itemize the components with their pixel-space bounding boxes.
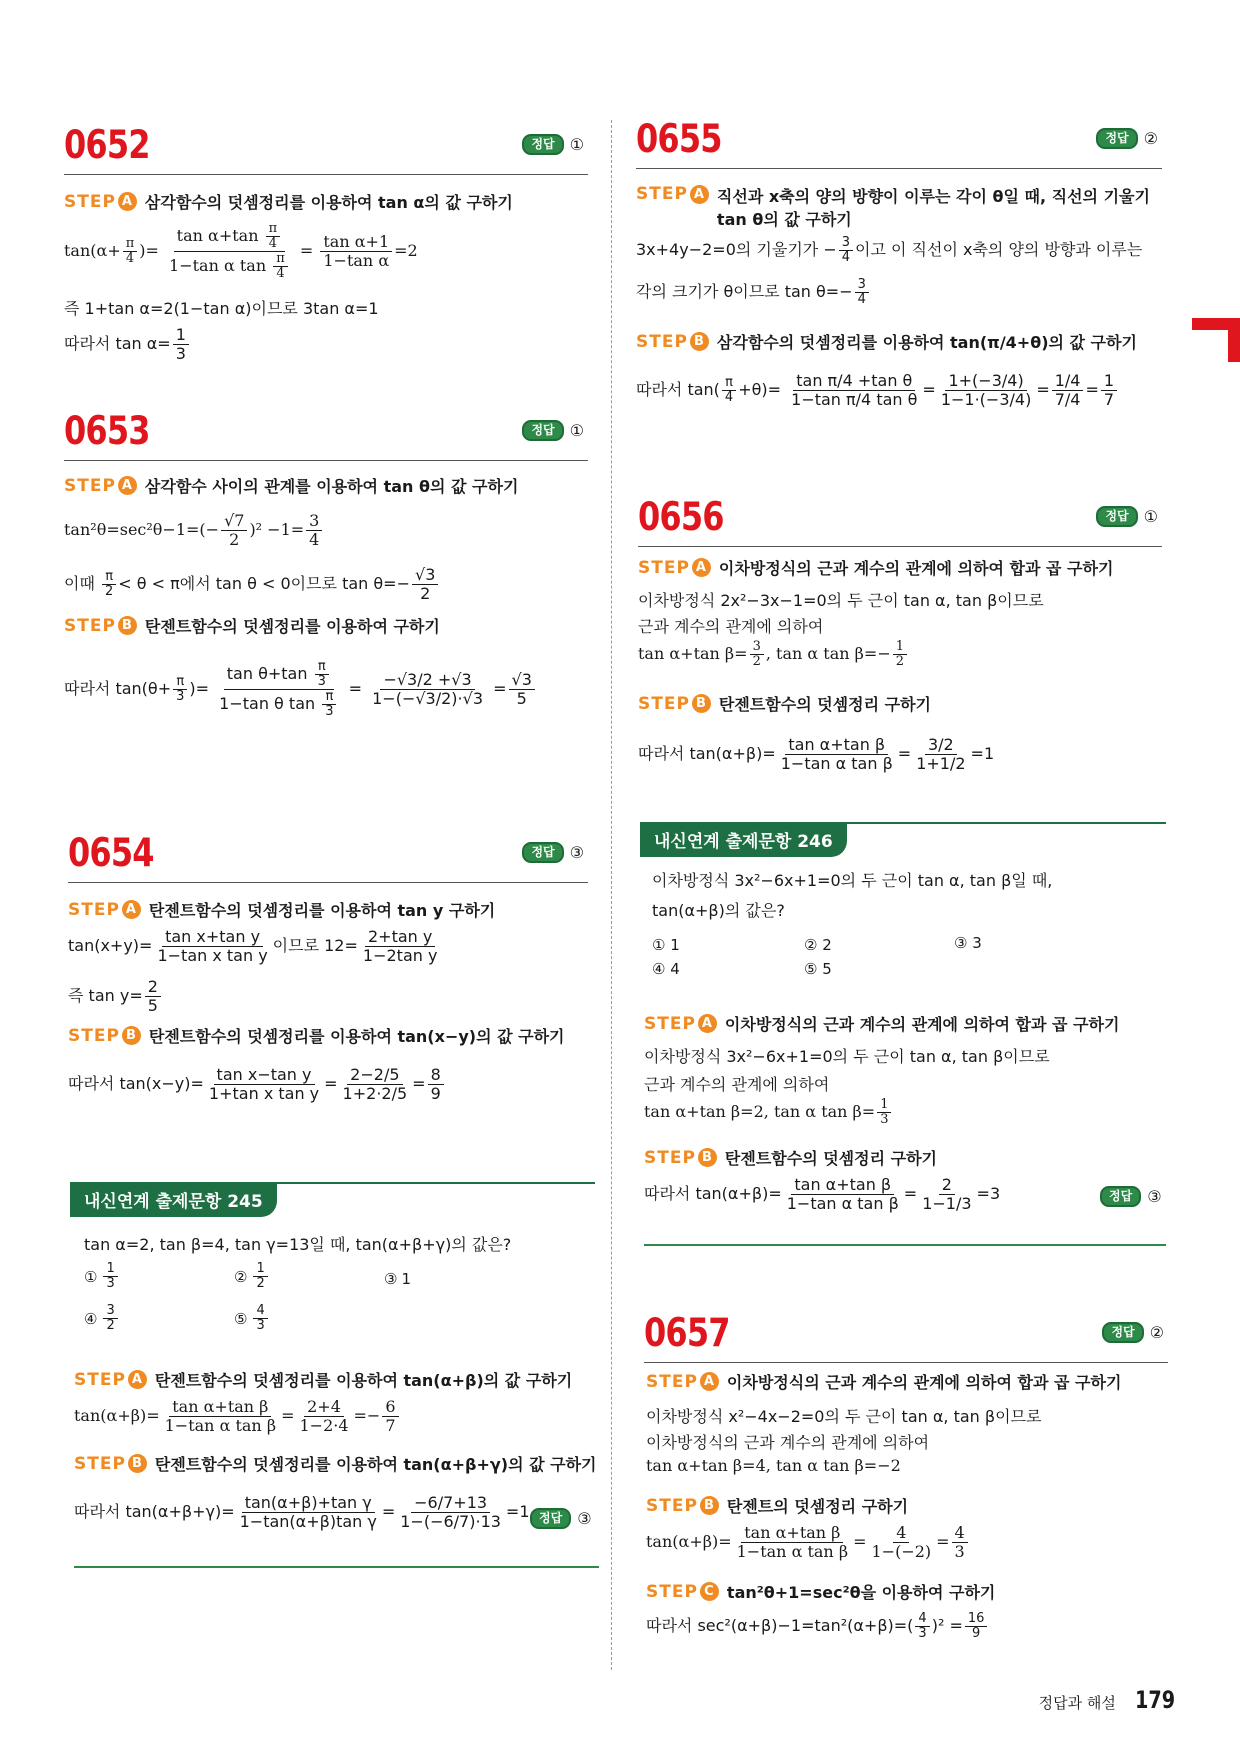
step-b-heading — [644, 1146, 937, 1169]
answer-indicator — [522, 842, 584, 863]
text-line: 즉 tan y= $\frac{2}{5}$ — [68, 978, 163, 1015]
result-line: 따라서 sec²(α+β)−1=tan²(α+β)=( $\frac{4}{3}$ )² = $\frac{16}{9}$ — [646, 1612, 989, 1641]
step-tag: STEP A — [74, 1370, 147, 1390]
step-tag: STEP A — [646, 1372, 719, 1392]
text-line: 각의 크기가 θ이므로 tan θ=− $\frac{3}{4}$ — [636, 278, 871, 307]
step-circle: B — [118, 616, 137, 635]
result-line: 따라서 tan(α+β+γ)= $\frac{\text{tan(α+β)+tan γ}}{\text{1−tan(α+β)tan γ}}$ = $\frac{-6/7+13}{1-(-6/7)\cdot 13}$ =1 — [74, 1493, 530, 1531]
section-header-0655 — [636, 118, 1162, 169]
answer-value: ③ — [577, 1509, 592, 1528]
choice-1[interactable]: ① 1 — [652, 936, 680, 954]
step-b-heading — [638, 692, 931, 715]
section-header-0656 — [638, 496, 1162, 547]
answer-value: ③ — [1147, 1187, 1162, 1206]
choice-3[interactable]: ③ 1 — [384, 1270, 411, 1288]
step-circle: B — [698, 1148, 717, 1167]
step-b-heading — [74, 1452, 597, 1475]
naesin-problem-245 — [70, 1182, 595, 1222]
step-circle: A — [118, 476, 137, 495]
answer-badge: 정답 — [1096, 128, 1137, 149]
step-title: 이차방정식의 근과 계수의 관계에 의하여 합과 곱 구하기 — [724, 1015, 1120, 1034]
question-text: 이차방정식 3x²−6x+1=0의 두 근이 tan α, tan β일 때, — [652, 871, 1053, 890]
answer-indicator — [1102, 1322, 1164, 1343]
section-header-0657 — [644, 1312, 1168, 1363]
answer-value: ① — [569, 135, 584, 154]
problem-number: 0652 — [64, 123, 150, 168]
step-circle: B — [700, 1496, 719, 1515]
question-text: tan α=2, tan β=4, tan γ=13일 때, tan(α+β+γ)의 값은? — [84, 1235, 512, 1254]
result-line: 따라서 tan( $\frac{\pi}{4}$ +θ)= $\frac{\text{tan π/4 +tan θ}}{\text{1−tan π/4 tan θ}}$ = $\frac{1+(-3/4)}{1-1\cdot(-3/4)}$ = $\frac{1/4}{7/4}$ = $\frac{1}{7}$ — [636, 372, 1119, 409]
naesin-problem-246 — [640, 822, 1166, 862]
step-tag: STEP A — [644, 1014, 717, 1034]
formula-line: tan(α+β)= $\frac{\text{tan α+tan β}}{\text{1−tan α tan β}}$ = $\frac{4}{1-(-2)}$ = $\frac{4}{3}$ — [646, 1524, 970, 1561]
column-divider — [611, 120, 612, 1670]
step-tag: STEP A — [64, 476, 137, 496]
step-a-heading — [64, 190, 513, 213]
step-tag: STEP B — [64, 616, 137, 636]
text-line: 이차방정식 3x²−6x+1=0의 두 근이 tan α, tan β이므로 — [644, 1047, 1050, 1066]
answer-value: ② — [1143, 129, 1158, 148]
text-line: 3x+4y−2=0의 기울기가 − $\frac{3}{4}$ 이고 이 직선이 x축의 양의 방향과 이루는 — [636, 235, 1143, 265]
text-line: 근과 계수의 관계에 의하여 — [644, 1075, 830, 1094]
answer-badge: 정답 — [1100, 1186, 1141, 1207]
step-a-heading — [636, 184, 1150, 230]
formula-line: tan²θ=sec²θ−1=(− $\frac{√7}{2}$ )² −1= $\frac{3}{4}$ — [64, 512, 324, 549]
step-tag: STEP B — [636, 332, 709, 352]
step-b-heading — [636, 330, 1137, 353]
choice-4[interactable]: ④ 4 — [652, 960, 680, 978]
step-tag: STEP B — [644, 1148, 717, 1168]
section-header-0652 — [64, 124, 588, 175]
naesin-tag: 내신연계 출제문항 245 — [70, 1182, 277, 1217]
choice-2[interactable]: ② $\frac{1}{2}$ — [234, 1262, 270, 1291]
step-b-heading — [64, 614, 440, 637]
section-end-rule — [74, 1566, 599, 1568]
answer-value: ① — [1143, 507, 1158, 526]
step-tag: STEP B — [646, 1496, 719, 1516]
answer-indicator — [522, 134, 584, 155]
step-tag: STEP B — [74, 1454, 147, 1474]
step-tag: STEP C — [646, 1582, 719, 1602]
result-line: 따라서 tan(α+β)= $\frac{\text{tan α+tan β}}{\text{1−tan α tan β}}$ = $\frac{2}{1-1/3}$ =3 — [644, 1175, 1001, 1213]
choice-4[interactable]: ④ $\frac{3}{2}$ — [84, 1304, 120, 1333]
text-line: 이차방정식 2x²−3x−1=0의 두 근이 tan α, tan β이므로 — [638, 591, 1044, 610]
step-a-heading — [68, 898, 495, 921]
section-header-0653 — [64, 410, 588, 461]
step-c-heading — [646, 1580, 995, 1603]
step-b-heading — [68, 1024, 565, 1047]
step-circle: A — [118, 192, 137, 211]
step-a-heading — [644, 1012, 1119, 1035]
text-line: 이차방정식의 근과 계수의 관계에 의하여 — [646, 1433, 930, 1452]
formula-line: tan(x+y)= $\frac{\text{tan x+tan y}}{\text{1−tan x tan y}}$ 이므로 12= $\frac{\text{2+tan y}}{\text{1−2tan y}}$ — [68, 927, 438, 965]
page-number: 179 — [1134, 1686, 1175, 1714]
answer-value: ① — [569, 421, 584, 440]
step-circle: B — [122, 1026, 141, 1045]
text-line: 즉 1+tan α=2(1−tan α)이므로 3tan α=1 — [64, 299, 379, 318]
answer-indicator — [1100, 1186, 1162, 1207]
text-line: 이차방정식 x²−4x−2=0의 두 근이 tan α, tan β이므로 — [646, 1407, 1042, 1426]
step-a-heading — [74, 1368, 572, 1391]
answer-badge: 정답 — [522, 134, 563, 155]
step-circle: B — [690, 332, 709, 351]
step-circle: A — [698, 1014, 717, 1033]
result-line: 따라서 tan(α+β)= $\frac{\text{tan α+tan β}}{\text{1−tan α tan β}}$ = $\frac{3/2}{1+1/2}$ =1 — [638, 735, 995, 773]
problem-number: 0656 — [638, 495, 724, 540]
step-title: 직선과 x축의 양의 방향이 이루는 각이 θ일 때, 직선의 기울기 tan θ의 값 구하기 — [716, 187, 1150, 229]
choice-3[interactable]: ③ 3 — [954, 934, 982, 952]
text-line: 이때 $\frac{\pi}{2}$ < θ < π에서 tan θ < 0이므로 tan θ=− $\frac{√3}{2}$ — [64, 566, 440, 603]
text-line: 근과 계수의 관계에 의하여 — [638, 617, 824, 636]
chapter-tab-marker — [1192, 318, 1240, 362]
step-tag: STEP A — [636, 184, 709, 204]
formula-line: tan(α+ $\frac{\pi}{4}$ )= tan α+tan $\frac{\pi}{4}$ 1−tan α tan $\frac{\pi}{4}$ = $\frac{\text{tan α+1}}{\text{1−tan α}}$ =2 — [64, 221, 418, 281]
step-title: 탄젠트함수의 덧셈정리를 이용하여 tan y 구하기 — [148, 901, 496, 920]
formula-line: tan α+tan β=2, tan α tan β= $\frac{1}{3}$ — [644, 1098, 893, 1127]
answer-badge: 정답 — [1102, 1322, 1143, 1343]
problem-number: 0655 — [636, 117, 722, 162]
step-title: 탄젠트함수의 덧셈정리를 이용하여 tan(α+β+γ)의 값 구하기 — [154, 1455, 597, 1474]
section-header-0654 — [68, 832, 588, 883]
step-tag: STEP B — [68, 1026, 141, 1046]
problem-number: 0654 — [68, 831, 154, 876]
result-line: 따라서 tan(x−y)= $\frac{\text{tan x−tan y}}{\text{1+tan x tan y}}$ = $\frac{2-2/5}{1+2\cdot 2/5}$ = $\frac{8}{9}$ — [68, 1066, 446, 1103]
answer-badge: 정답 — [522, 420, 563, 441]
step-tag: STEP A — [64, 192, 137, 212]
step-a-heading — [638, 556, 1113, 579]
choice-5[interactable]: ⑤ $\frac{4}{3}$ — [234, 1304, 270, 1333]
page-footer — [1039, 1686, 1180, 1714]
naesin-tag: 내신연계 출제문항 246 — [640, 822, 847, 857]
formula-line: tan α+tan β= $\frac{3}{2}$ , tan α tan β=− $\frac{1}{2}$ — [638, 640, 909, 669]
formula-line: tan(α+β)= $\frac{\text{tan α+tan β}}{\text{1−tan α tan β}}$ = $\frac{2+4}{1-2\cdot 4}$ =− $\frac{6}{7}$ — [74, 1398, 401, 1435]
answer-indicator — [522, 420, 584, 441]
step-title: 탄젠트함수의 덧셈정리를 이용하여 구하기 — [144, 617, 440, 636]
choice-1[interactable]: ① $\frac{1}{3}$ — [84, 1262, 120, 1291]
step-tag: STEP B — [638, 694, 711, 714]
problem-number: 0653 — [64, 409, 150, 454]
step-title: 탄젠트함수의 덧셈정리 구하기 — [718, 695, 931, 714]
step-circle: A — [128, 1370, 147, 1389]
step-title: 탄젠트함수의 덧셈정리를 이용하여 tan(x−y)의 값 구하기 — [148, 1027, 565, 1046]
step-a-heading — [64, 474, 518, 497]
formula-line: tan α+tan β=4, tan α tan β=−2 — [646, 1456, 901, 1475]
step-circle: B — [692, 694, 711, 713]
result-line: 따라서 tan α= $\frac{1}{3}$ — [64, 326, 191, 363]
section-end-rule — [644, 1244, 1166, 1246]
step-title: tan²θ+1=sec²θ을 이용하여 구하기 — [726, 1583, 996, 1602]
step-title: 이차방정식의 근과 계수의 관계에 의하여 합과 곱 구하기 — [726, 1373, 1122, 1392]
problem-number: 0657 — [644, 1311, 730, 1356]
step-title: 삼각함수의 덧셈정리를 이용하여 tan(π/4+θ)의 값 구하기 — [716, 333, 1137, 352]
footer-label: 정답과 해설 — [1038, 1694, 1116, 1712]
question-text: tan(α+β)의 값은? — [652, 901, 785, 920]
step-title: 삼각함수의 덧셈정리를 이용하여 tan α의 값 구하기 — [144, 193, 513, 212]
step-title: 삼각함수 사이의 관계를 이용하여 tan θ의 값 구하기 — [144, 477, 519, 496]
result-line: 따라서 tan(θ+ $\frac{\pi}{3}$ )= tan θ+tan $\frac{\pi}{3}$ 1−tan θ tan $\frac{\pi}{3}$ = $\frac{-√3/2 +√3}{1-(-√3/2)\cdot√3}$ = $\frac{√3}{5}$ — [64, 660, 537, 719]
step-b-heading — [646, 1494, 908, 1517]
step-title: 탄젠트함수의 덧셈정리 구하기 — [724, 1149, 937, 1168]
answer-value: ③ — [569, 843, 584, 862]
step-circle: C — [700, 1582, 719, 1601]
answer-indicator — [1096, 506, 1158, 527]
step-circle: A — [122, 900, 141, 919]
choice-2[interactable]: ② 2 — [804, 936, 832, 954]
step-circle: A — [700, 1372, 719, 1391]
step-a-heading — [646, 1370, 1121, 1393]
choice-5[interactable]: ⑤ 5 — [804, 960, 832, 978]
answer-badge: 정답 — [522, 842, 563, 863]
step-title: 탄젠트의 덧셈정리 구하기 — [726, 1497, 909, 1516]
step-tag: STEP A — [638, 558, 711, 578]
step-circle: A — [692, 558, 711, 577]
step-title: 탄젠트함수의 덧셈정리를 이용하여 tan(α+β)의 값 구하기 — [154, 1371, 573, 1390]
answer-indicator — [1096, 128, 1158, 149]
answer-indicator — [530, 1508, 592, 1529]
answer-badge: 정답 — [1096, 506, 1137, 527]
step-circle: A — [690, 185, 709, 204]
step-tag: STEP A — [68, 900, 141, 920]
answer-badge: 정답 — [530, 1508, 571, 1529]
step-circle: B — [128, 1454, 147, 1473]
answer-value: ② — [1149, 1323, 1164, 1342]
step-title: 이차방정식의 근과 계수의 관계에 의하여 합과 곱 구하기 — [718, 559, 1114, 578]
